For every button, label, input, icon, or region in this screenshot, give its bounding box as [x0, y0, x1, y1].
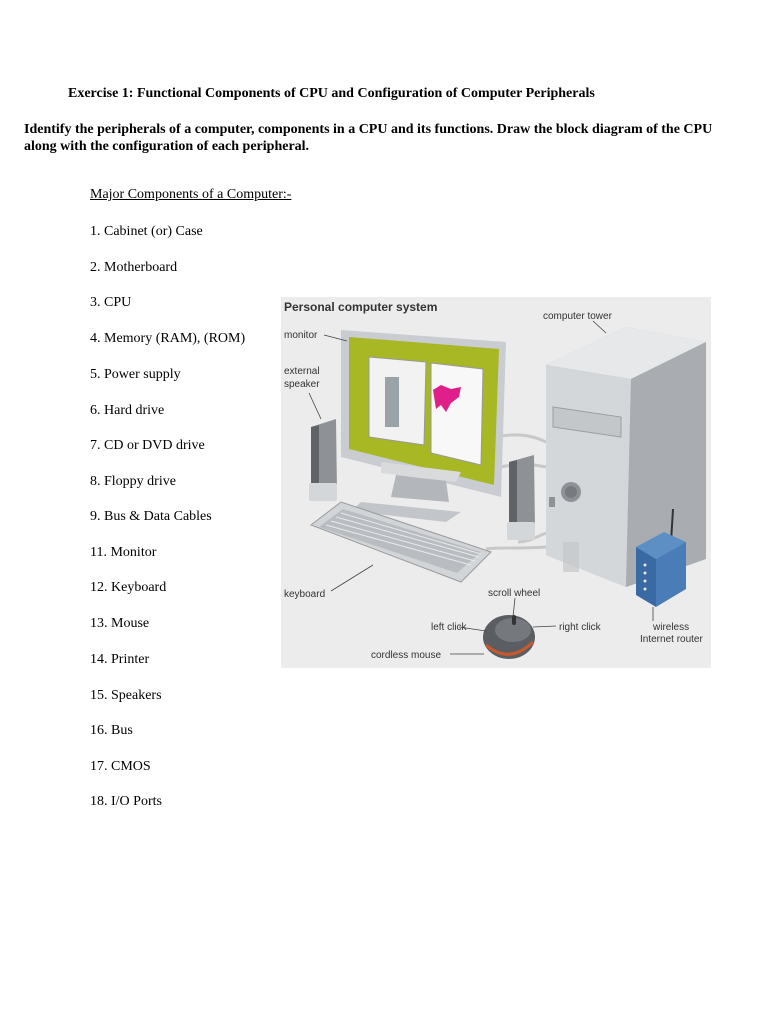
- label-wireless: wireless: [653, 622, 690, 633]
- list-item: 12. Keyboard: [90, 580, 167, 595]
- list-item: 17. CMOS: [90, 759, 151, 774]
- list-item: 6. Hard drive: [90, 403, 165, 418]
- list-item: 13. Mouse: [90, 616, 150, 631]
- list-item: 4. Memory (RAM), (ROM): [90, 331, 246, 346]
- external-speaker-left: [309, 419, 337, 501]
- list-heading: Major Components of a Computer:-: [90, 187, 292, 202]
- label-external-speaker-2: speaker: [284, 379, 320, 390]
- label-right-click: right click: [559, 622, 601, 633]
- list-item: 7. CD or DVD drive: [90, 438, 205, 453]
- list-item: 5. Power supply: [90, 367, 181, 382]
- cordless-mouse: [483, 615, 535, 659]
- instructions-paragraph: Identify the peripherals of a computer, components in a CPU and its functions. Draw the block diagram of the CPU along with the configuration of each peripheral.: [24, 122, 713, 154]
- list-item: 2. Motherboard: [90, 260, 178, 275]
- list-item: 15. Speakers: [90, 688, 162, 703]
- list-item: 9. Bus & Data Cables: [90, 509, 212, 524]
- label-computer-tower: computer tower: [543, 311, 612, 322]
- list-item: 18. I/O Ports: [90, 794, 162, 809]
- label-monitor: monitor: [284, 330, 318, 341]
- list-item: 3. CPU: [90, 295, 132, 310]
- label-scroll-wheel: scroll wheel: [488, 588, 541, 599]
- list-item: 1. Cabinet (or) Case: [90, 224, 203, 239]
- exercise-title: Exercise 1: Functional Components of CPU and Configuration of Computer Peripherals: [68, 86, 595, 101]
- list-item: 14. Printer: [90, 652, 150, 667]
- figure-title: Personal computer system: [284, 300, 438, 314]
- external-speaker-right: [507, 455, 535, 540]
- label-cordless-mouse: cordless mouse: [371, 650, 442, 661]
- monitor: [341, 330, 506, 522]
- label-keyboard: keyboard: [284, 589, 326, 600]
- list-item: 8. Floppy drive: [90, 474, 176, 489]
- label-internet-router: Internet router: [640, 634, 703, 645]
- computer-system-figure: [281, 297, 711, 668]
- label-external-speaker: external: [284, 366, 320, 377]
- label-left-click: left click: [431, 622, 467, 633]
- list-item: 11. Monitor: [90, 545, 157, 560]
- list-item: 16. Bus: [90, 723, 133, 738]
